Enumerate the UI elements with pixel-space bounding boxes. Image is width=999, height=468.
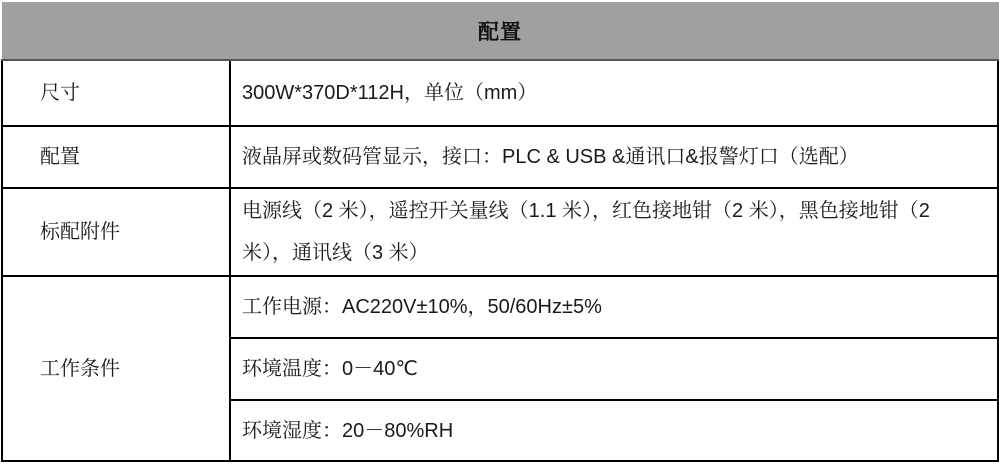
row-label-config: 配置 <box>2 126 230 188</box>
row-value-accessories: 电源线（2 米），遥控开关量线（1.1 米），红色接地钳（2 米），黑色接地钳（2 米），通讯线（3 米） <box>230 188 998 276</box>
spec-table <box>1 2 999 462</box>
table-header-row <box>2 3 998 61</box>
table-row <box>2 188 998 276</box>
row-value-ambient-humidity: 环境湿度：20－80%RH <box>230 400 998 461</box>
table-row <box>2 60 998 126</box>
table-row <box>2 276 998 338</box>
row-label-size: 尺寸 <box>2 60 230 126</box>
table-header-title: 配置 <box>2 3 998 61</box>
row-label-accessories: 标配附件 <box>2 188 230 276</box>
row-value-working-power: 工作电源：AC220V±10%，50/60Hz±5% <box>230 276 998 338</box>
row-value-size: 300W*370D*112H，单位（mm） <box>230 60 998 126</box>
row-value-config: 液晶屏或数码管显示，接口：PLC & USB &通讯口&报警灯口（选配） <box>230 126 998 188</box>
row-value-ambient-temperature: 环境温度：0－40℃ <box>230 338 998 400</box>
row-label-working-conditions: 工作条件 <box>2 276 230 461</box>
table-row <box>2 126 998 188</box>
